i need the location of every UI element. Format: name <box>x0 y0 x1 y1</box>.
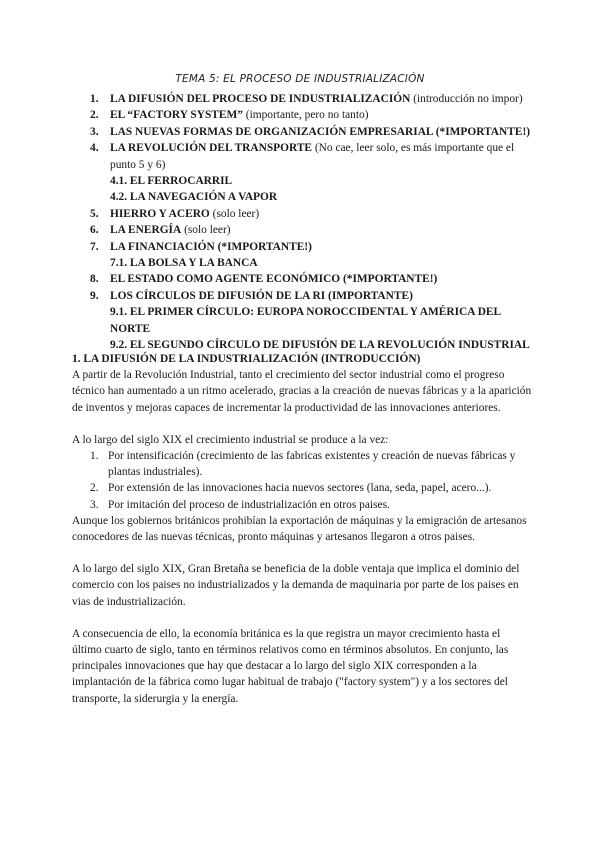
document-title: TEMA 5: EL PROCESO DE INDUSTRIALIZACIÓN <box>175 73 425 85</box>
table-of-contents <box>90 91 540 354</box>
toc-item: 5. HIERRO Y ACERO (solo leer) <box>90 207 260 220</box>
toc-item: 6. LA ENERGÍA (solo leer) <box>90 224 231 237</box>
toc-item: 8. EL ESTADO COMO AGENTE ECONÓMICO (*IMPORTANTE!) <box>90 273 438 286</box>
toc-item: 3. LAS NUEVAS FORMAS DE ORGANIZACIÓN EMPRESARIAL (*IMPORTANTE!) <box>90 125 531 138</box>
toc-item: 9. LOS CÍRCULOS DE DIFUSIÓN DE LA RI (IMPORTANTE) <box>90 289 413 302</box>
paragraph: A consecuencia de ello, la economía británica es la que registra un mayor crecimiento hasta el último cuarto de siglo, tanto en términos relativos como en términos absolutos. En conjunto, las principales innovaciones que hay que destacar a lo largo del siglo XIX corresponden a la implantación de la fábrica como lugar habitual de trabajo ("factory system") y a los sectores del transporte, la siderurgia y la energía. <box>72 627 509 705</box>
list-item: 3. Por imitación del proceso de industrialización en otros paises. <box>90 498 390 511</box>
toc-item: 2. EL “FACTORY SYSTEM” (importante, pero no tanto) <box>90 109 369 122</box>
paragraph: Aunque los gobiernos británicos prohibían la exportación de máquinas y la emigración de artesanos conocedores de las nuevas técnicas, pronto máquinas y artesanos llegaron a otros paises. <box>72 514 527 544</box>
paragraph: A lo largo del siglo XIX el crecimiento industrial se produce a la vez: <box>72 433 389 446</box>
toc-item: 1. LA DIFUSIÓN DEL PROCESO DE INDUSTRIALIZACIÓN (introducción no impor) <box>90 93 523 105</box>
section-1 <box>72 351 532 707</box>
toc-subitem: 9.1. EL PRIMER CÍRCULO: EUROPA NOROCCIDENTAL Y AMÉRICA DEL NORTE <box>110 306 501 335</box>
paragraph: A partir de la Revolución Industrial, tanto el crecimiento del sector industrial como el progreso técnico han aumentado a un ritmo acelerado, gracias a la creación de nuevas fábricas y a la aparición de inventos y mejoras capaces de incrementar la productividad de las innovaciones anteriores. <box>72 369 532 414</box>
paragraph: A lo largo del siglo XIX, Gran Bretaña se beneficia de la doble ventaja que implica el dominio del comercio con los paises no industrializados y la demanda de maquinaria por parte de los paises en vias de industrialización. <box>72 563 520 608</box>
list-item: 1. Por intensificación (crecimiento de las fabricas existentes y creación de nuevas fábricas y plantas industriales). <box>90 450 516 479</box>
toc-subitem: 9.2. EL SEGUNDO CÍRCULO DE DIFUSIÓN DE LA REVOLUCIÓN INDUSTRIAL <box>110 339 530 352</box>
numbered-list <box>72 448 532 513</box>
toc-subitem: 4.2. LA NAVEGACIÓN A VAPOR <box>110 191 278 204</box>
toc-item: 4. LA REVOLUCIÓN DEL TRANSPORTE (No cae, leer solo, es más importante que el punto 5 y 6) <box>90 142 515 171</box>
toc-subitem: 4.1. EL FERROCARRIL <box>110 175 233 188</box>
toc-item: 7. LA FINANCIACIÓN (*IMPORTANTE!) <box>90 240 312 253</box>
section-heading: 1. LA DIFUSIÓN DE LA INDUSTRIALIZACIÓN (INTRODUCCIÓN) <box>72 353 421 365</box>
toc-subitem: 7.1. LA BOLSA Y LA BANCA <box>110 257 258 270</box>
list-item: 2. Por extensión de las innovaciones hacia nuevos sectores (lana, seda, papel, acero...). <box>90 482 492 495</box>
